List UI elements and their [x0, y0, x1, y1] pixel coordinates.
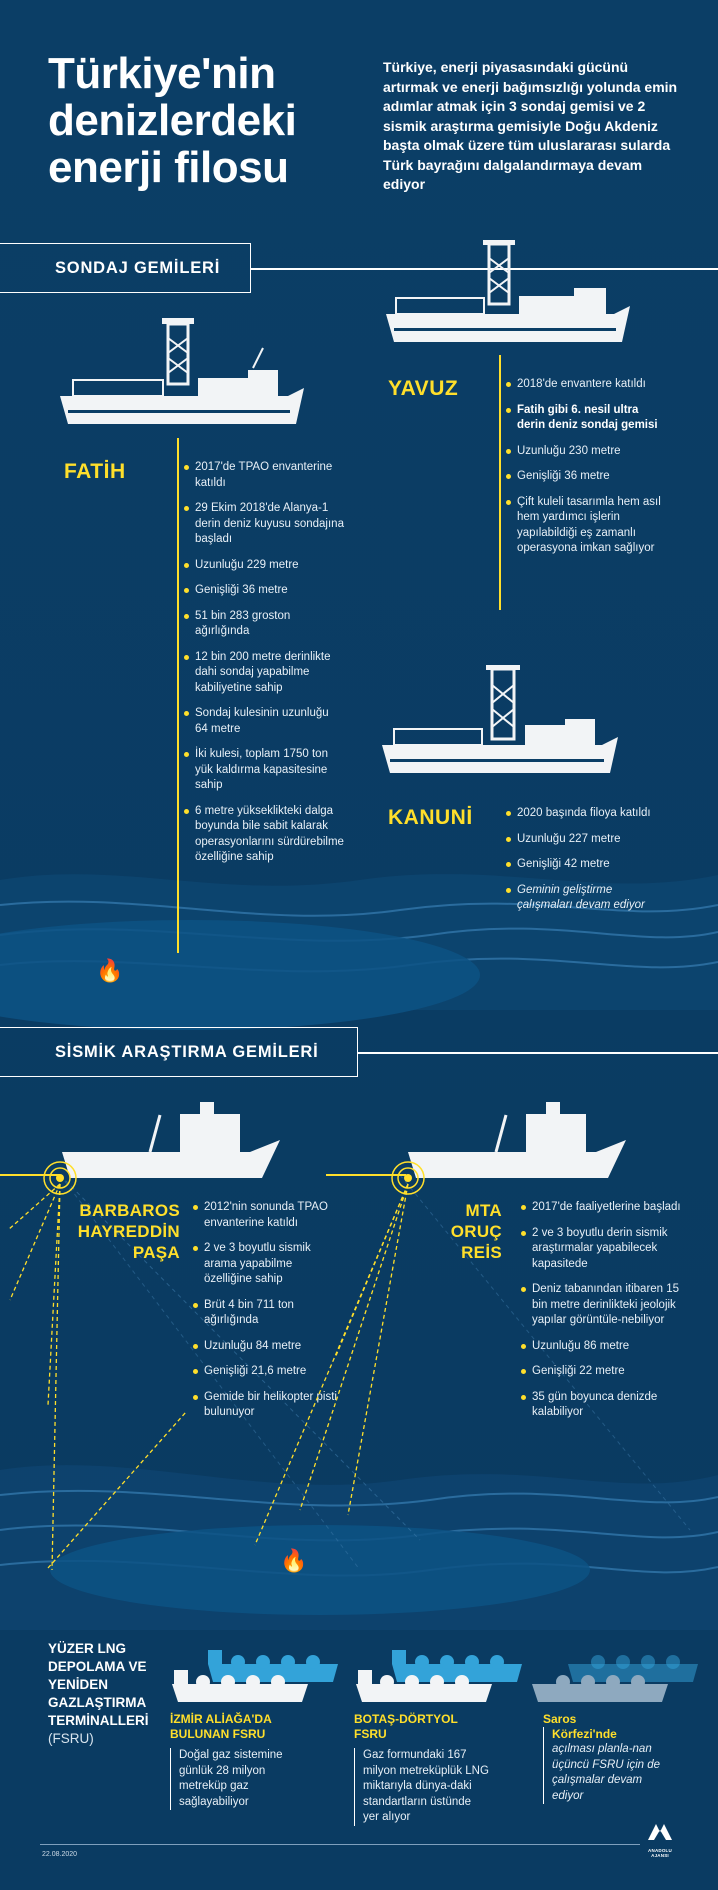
fatih-facts [184, 460, 344, 876]
fatih-name: FATİH [64, 460, 126, 483]
fact-item: 2020 başında filoya katıldı [506, 806, 666, 822]
flame-icon: 🔥 [280, 1548, 308, 1573]
fact-item: Genişliği 42 metre [506, 857, 666, 873]
fact-item: Deniz tabanından itibaren 15 bin metre derinlikteki jeolojik yapılar görüntüle-nebiliyor [521, 1282, 681, 1329]
fact-item: Geminin geliştirme çalışmaları devam ediyor [506, 883, 666, 914]
fact-item: 29 Ekim 2018'de Alanya-1 derin deniz kuyusu sondajına başladı [184, 501, 344, 548]
intro-text: Türkiye, enerji piyasasındaki gücünü artırmak ve enerji bağımsızlığı yolunda emin adımlar atmak için 3 sondaj gemisi ve 2 sismik araştırma gemisiyle Doğu Akdeniz başta olmak üzere tüm uluslararası sularda Türk bayrağını dalgalandırmaya devam ediyor [383, 59, 678, 192]
section-header-drilling [0, 243, 251, 293]
fact-item: Genişliği 36 metre [184, 583, 344, 599]
yavuz-timeline [499, 355, 501, 610]
oruc-facts [521, 1200, 681, 1431]
fact-item: 2012'nin sonunda TPAO envanterine katıldı [193, 1200, 343, 1231]
fact-item: Genişliği 21,6 metre [193, 1364, 343, 1380]
page-title: Türkiye'nin denizlerdeki enerji filosu [48, 49, 297, 192]
fsru-dortyol-illustration [352, 1640, 527, 1705]
fact-item: 2018'de envantere katıldı [506, 377, 666, 393]
fsru-izmir: İZMİR ALİAĞA'DA BULUNAN FSRU Doğal gaz sistemine günlük 28 milyon metreküp gaz sağlayabiliyor [170, 1712, 295, 1810]
footer-date: 22.08.2020 [42, 1851, 78, 1858]
footer-divider [40, 1844, 640, 1845]
fatih-ship-illustration [58, 318, 308, 438]
fsru-izmir-illustration [168, 1640, 343, 1705]
yavuz-ship-illustration [384, 240, 634, 355]
fact-item: 12 bin 200 metre derinlikte dahi sondaj yapabilme kabiliyetine sahip [184, 650, 344, 697]
fact-item: 51 bin 283 groston ağırlığında [184, 609, 344, 640]
fact-item: İki kulesi, toplam 1750 ton yük kaldırma kapasitesine sahip [184, 747, 344, 794]
flame-icon: 🔥 [96, 958, 124, 983]
fsru-dortyol: BOTAŞ-DÖRTYOL FSRU Gaz formundaki 167 milyon metreküplük LNG miktarıyla dünya-daki standartların üstünde yer alıyor [354, 1712, 489, 1826]
fsru-title: YÜZER LNG DEPOLAMA VE YENİDEN GAZLAŞTIRMA TERMİNALLERİ (FSRU) [48, 1641, 149, 1746]
section-divider [358, 1052, 718, 1054]
kanuni-ship-illustration [380, 665, 620, 780]
fsru-saros-illustration [528, 1640, 703, 1705]
fact-item: Uzunluğu 84 metre [193, 1339, 343, 1355]
fact-item: 2017'de faaliyetlerine başladı [521, 1200, 681, 1216]
kanuni-name: KANUNİ [388, 806, 473, 829]
fact-item: Brüt 4 bin 711 ton ağırlığında [193, 1298, 343, 1329]
yavuz-name: YAVUZ [388, 377, 459, 400]
fact-item: Uzunluğu 227 metre [506, 832, 666, 848]
fact-item: Uzunluğu 230 metre [506, 444, 666, 460]
kanuni-facts [506, 806, 666, 924]
fatih-timeline [177, 438, 179, 953]
section-header-seismic [0, 1027, 358, 1077]
barbaros-name: BARBAROS HAYREDDİN PAŞA [77, 1201, 180, 1262]
fact-item: Fatih gibi 6. nesil ultra derin deniz sondaj gemisi [506, 403, 666, 434]
fact-item: 2 ve 3 boyutlu derin sismik araştırmalar yapabilecek kapasitede [521, 1226, 681, 1273]
fsru-saros: Saros Körfezi'nde açılması planla-nan üçüncü FSRU için de çalışmalar devam ediyor [543, 1712, 673, 1804]
fact-item: Sondaj kulesinin uzunluğu 64 metre [184, 706, 344, 737]
oruc-name: MTA ORUÇ REİS [450, 1201, 502, 1262]
fact-item: 2017'de TPAO envanterine katıldı [184, 460, 344, 491]
fact-item: Uzunluğu 86 metre [521, 1339, 681, 1355]
fact-item: 2 ve 3 boyutlu sismik arama yapabilme özelliğine sahip [193, 1241, 343, 1288]
fact-item: Çift kuleli tasarımla hem asıl hem yardımcı işlerin yapılabildiği eş zamanlı operasyona imkan sağlıyor [506, 495, 666, 557]
fact-item: 6 metre yükseklikteki dalga boyunda bile sabit kalarak operasyonlarını sürdürebilme özelliğine sahip [184, 804, 344, 866]
fact-item: Uzunluğu 229 metre [184, 558, 344, 574]
anadolu-logo: ANADOLU AJANSI [640, 1822, 680, 1858]
fact-item: 35 gün boyunca denizde kalabiliyor [521, 1390, 681, 1421]
logo-icon [646, 1822, 674, 1842]
fact-item: Genişliği 36 metre [506, 469, 666, 485]
fact-item: Gemide bir helikopter pisti bulunuyor [193, 1390, 343, 1421]
yavuz-facts [506, 377, 666, 567]
section-title-seismic: SİSMİK ARAŞTIRMA GEMİLERİ [55, 1042, 319, 1061]
fact-item: Genişliği 22 metre [521, 1364, 681, 1380]
section-title-drilling: SONDAJ GEMİLERİ [55, 258, 221, 277]
